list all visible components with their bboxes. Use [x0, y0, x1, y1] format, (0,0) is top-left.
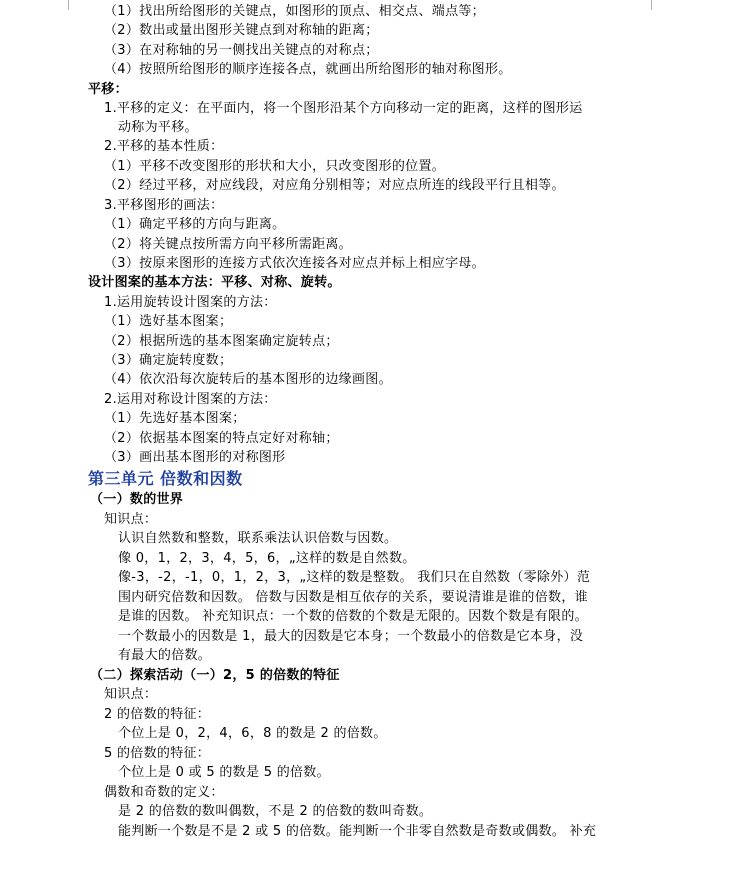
- text-line: 5 的倍数的特征：: [104, 746, 211, 761]
- text-line: （2）数出或量出图形关键点到对称轴的距离；: [104, 23, 379, 38]
- text-line: 像-3，-2，-1，0，1，2，3，„这样的数是整数。 我们只在自然数（零除外）范: [118, 570, 591, 585]
- text-line: （1）找出所给图形的关键点，如图形的顶点、相交点、端点等；: [104, 4, 485, 19]
- unit-title: 第三单元 倍数和因数: [88, 469, 243, 488]
- text-line: （3）在对称轴的另一侧找出关键点的对称点；: [104, 43, 379, 58]
- text-line: （2）根据所选的基本图案确定旋转点；: [104, 334, 339, 349]
- text-line: 1.运用旋转设计图案的方法：: [104, 295, 277, 310]
- text-line: （1）确定平移的方向与距离。: [104, 217, 286, 232]
- text-line: 是 2 的倍数的数叫偶数，不是 2 的倍数的数叫奇数。: [118, 804, 433, 819]
- text-line: （4）按照所给图形的顺序连接各点，就画出所给图形的轴对称图形。: [104, 62, 512, 77]
- text-line: 是谁的因数。 补充知识点：一个数的倍数的个数是无限的。因数个数是有限的。: [118, 609, 588, 624]
- subsection-heading: （二）探索活动（一）2，5 的倍数的特征: [90, 668, 340, 683]
- text-line: （3）确定旋转度数；: [104, 353, 233, 368]
- text-line: （2）经过平移，对应线段，对应角分别相等；对应点所连的线段平行且相等。: [104, 178, 565, 193]
- text-line: 2.平移的基本性质：: [104, 139, 224, 154]
- subsection-heading: （一）数的世界: [90, 492, 184, 507]
- section-heading: 平移：: [88, 82, 128, 97]
- text-line: 2 的倍数的特征：: [104, 707, 211, 722]
- text-line: （2）将关键点按所需方向平移所需距离。: [104, 237, 352, 252]
- text-line: 偶数和奇数的定义：: [104, 785, 224, 800]
- text-line: 有最大的倍数。: [118, 648, 212, 663]
- text-line: 个位上是 0 或 5 的数是 5 的倍数。: [118, 765, 330, 780]
- text-line: 个位上是 0，2，4，6，8 的数是 2 的倍数。: [118, 726, 387, 741]
- text-line: 动称为平移。: [118, 120, 198, 135]
- page-corner-mark-right: [651, 0, 652, 10]
- text-line: 围内研究倍数和因数。 倍数与因数是相互依存的关系，要说清谁是谁的倍数，谁: [118, 590, 588, 605]
- section-heading: 设计图案的基本方法：平移、对称、旋转。: [88, 275, 341, 290]
- text-line: 知识点：: [104, 512, 158, 527]
- text-line: 2.运用对称设计图案的方法：: [104, 392, 277, 407]
- text-line: （1）先选好基本图案；: [104, 411, 246, 426]
- text-line: 认识自然数和整数，联系乘法认识倍数与因数。: [118, 531, 398, 546]
- text-line: 1.平移的定义：在平面内，将一个图形沿某个方向移动一定的距离，这样的图形运: [104, 101, 583, 116]
- text-line: （3）按原来图形的连接方式依次连接各对应点并标上相应字母。: [104, 256, 485, 271]
- text-line: 能判断一个数是不是 2 或 5 的倍数。能判断一个非零自然数是奇数或偶数。 补充: [118, 824, 597, 839]
- text-line: 一个数最小的因数是 1，最大的因数是它本身；一个数最小的倍数是它本身，没: [118, 629, 584, 644]
- text-line: （1）选好基本图案；: [104, 314, 233, 329]
- text-line: （2）依据基本图案的特点定好对称轴；: [104, 431, 339, 446]
- text-line: 像 0，1，2，3，4，5，6，„这样的数是自然数。: [118, 551, 416, 566]
- text-line: （4）依次沿每次旋转后的基本图形的边缘画图。: [104, 372, 392, 387]
- text-line: （1）平移不改变图形的形状和大小，只改变图形的位置。: [104, 159, 446, 174]
- page-corner-mark-left: [68, 0, 69, 10]
- text-line: 知识点：: [104, 687, 158, 702]
- text-line: 3.平移图形的画法：: [104, 198, 224, 213]
- text-line: （3）画出基本图形的对称图形: [104, 450, 286, 465]
